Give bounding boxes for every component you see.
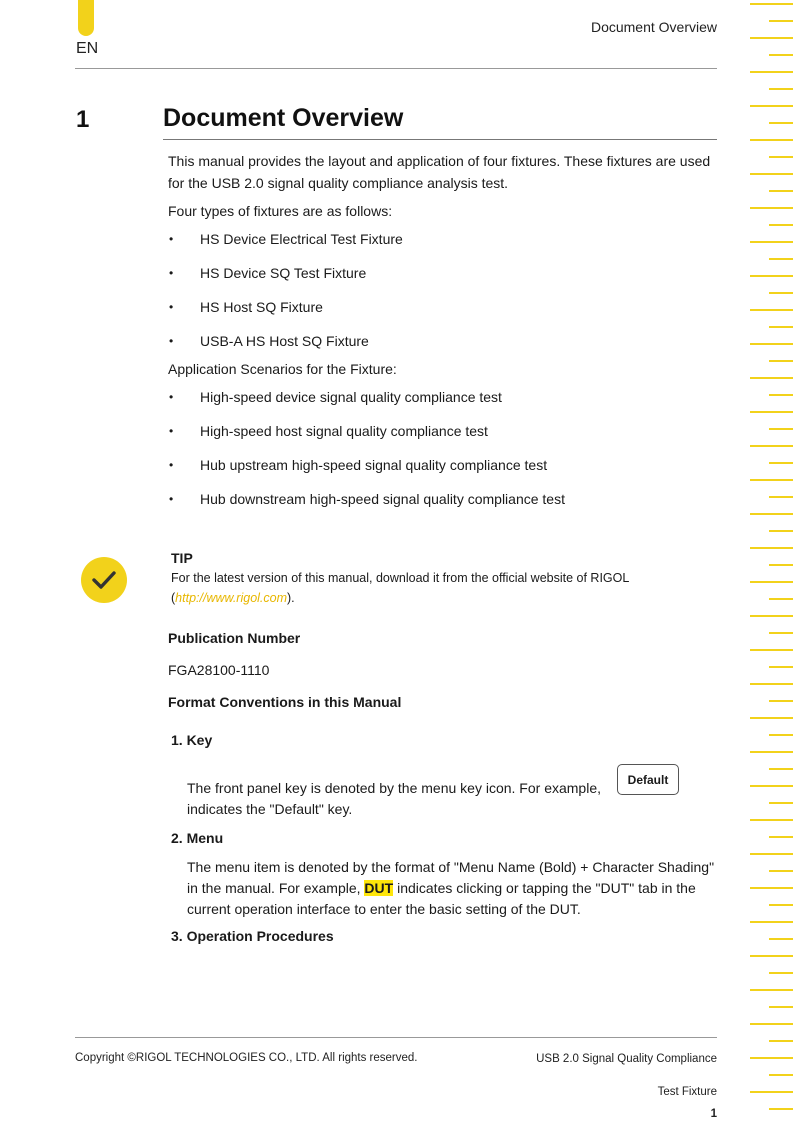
bullet-icon: • xyxy=(169,424,174,438)
intro-section xyxy=(168,150,718,516)
publication-number-heading: Publication Number xyxy=(168,630,301,646)
ruler-tick xyxy=(769,156,793,158)
ruler-tick xyxy=(769,768,793,770)
ruler-tick xyxy=(750,853,793,855)
operation-procedures-heading: 3. Operation Procedures xyxy=(171,928,334,944)
menu-convention-heading: 2. Menu xyxy=(171,830,224,846)
bullet-icon: • xyxy=(169,232,174,246)
ruler-tick xyxy=(750,3,793,5)
ruler-tick xyxy=(769,904,793,906)
ruler-tick xyxy=(769,20,793,22)
ruler-tick xyxy=(750,887,793,889)
ruler-tick xyxy=(769,394,793,396)
ruler-tick xyxy=(750,1057,793,1059)
key-convention-text: The front panel key is denoted by the menu key icon. For example, indicates the "Default" key. xyxy=(187,780,602,817)
ruler-tick xyxy=(750,207,793,209)
ruler-tick xyxy=(769,870,793,872)
publication-number: FGA28100-1110 xyxy=(168,662,270,678)
running-header-title: Document Overview xyxy=(590,19,717,35)
ruler-tick xyxy=(769,496,793,498)
ruler-tick xyxy=(750,819,793,821)
menu-convention-text: The menu item is denoted by the format of "Menu Name (Bold) + Character Shading" in the manual. For example, DUT indicates clicking or tapping the "DUT" tab in the current operation interface to enter the basic setting of the DUT. xyxy=(187,859,715,917)
ruler-tick xyxy=(750,581,793,583)
bullet-icon: • xyxy=(169,334,174,348)
footer-divider xyxy=(75,1037,717,1038)
ruler-tick xyxy=(769,632,793,634)
list-item: • High-speed device signal quality compliance test xyxy=(168,380,718,414)
footer-copyright: Copyright ©RIGOL TECHNOLOGIES CO., LTD. All rights reserved. xyxy=(75,1052,418,1064)
chapter-title: Document Overview xyxy=(163,104,404,132)
ruler-tick xyxy=(750,649,793,651)
ruler-tick xyxy=(769,88,793,90)
chapter-divider xyxy=(163,139,717,140)
tip-callout xyxy=(171,548,716,608)
ruler-tick xyxy=(769,1108,793,1110)
margin-ruler xyxy=(750,0,793,1122)
page-number: 1 xyxy=(710,1108,717,1120)
ruler-tick xyxy=(750,989,793,991)
ruler-tick xyxy=(750,479,793,481)
list-item: • High-speed host signal quality compliance test xyxy=(168,414,718,448)
bullet-icon: • xyxy=(169,390,174,404)
scenarios-heading: Application Scenarios for the Fixture: xyxy=(168,361,397,377)
ruler-tick xyxy=(750,547,793,549)
ruler-tick xyxy=(750,173,793,175)
ruler-tick xyxy=(769,1040,793,1042)
language-label: EN xyxy=(76,40,99,57)
chapter-number: 1 xyxy=(76,106,90,133)
list-item: • USB-A HS Host SQ Fixture xyxy=(168,324,718,358)
ruler-tick xyxy=(769,564,793,566)
ruler-tick xyxy=(769,122,793,124)
ruler-tick xyxy=(750,377,793,379)
ruler-tick xyxy=(769,598,793,600)
ruler-tick xyxy=(769,360,793,362)
ruler-tick xyxy=(750,139,793,141)
ruler-tick xyxy=(750,921,793,923)
rigol-website-link[interactable]: http://www.rigol.com xyxy=(175,591,288,605)
intro-paragraph: This manual provides the layout and application of four fixtures. These fixtures are used for the USB 2.0 signal quality compliance analysis test. xyxy=(168,153,711,191)
checkmark-icon xyxy=(81,557,127,603)
ruler-tick xyxy=(750,751,793,753)
list-item: • Hub upstream high-speed signal quality compliance test xyxy=(168,448,718,482)
ruler-tick xyxy=(750,37,793,39)
bullet-icon: • xyxy=(169,300,174,314)
dut-menu-highlight: DUT xyxy=(364,880,394,896)
footer-doc-title-line1: USB 2.0 Signal Quality Compliance xyxy=(536,1053,717,1065)
ruler-tick xyxy=(750,1023,793,1025)
ruler-tick xyxy=(750,309,793,311)
ruler-tick xyxy=(750,105,793,107)
bullet-icon: • xyxy=(169,266,174,280)
scenarios-list xyxy=(168,380,718,516)
ruler-tick xyxy=(750,785,793,787)
ruler-tick xyxy=(769,666,793,668)
tip-title: TIP xyxy=(171,550,193,566)
ruler-tick xyxy=(769,1006,793,1008)
ruler-tick xyxy=(769,802,793,804)
ruler-tick xyxy=(769,700,793,702)
ruler-tick xyxy=(769,938,793,940)
ruler-tick xyxy=(750,411,793,413)
bullet-icon: • xyxy=(169,458,174,472)
ruler-tick xyxy=(769,190,793,192)
ruler-tick xyxy=(769,972,793,974)
ruler-tick xyxy=(750,241,793,243)
ruler-tick xyxy=(750,717,793,719)
ruler-tick xyxy=(769,530,793,532)
ruler-tick xyxy=(750,71,793,73)
ruler-tick xyxy=(769,462,793,464)
ruler-tick xyxy=(769,1074,793,1076)
ruler-tick xyxy=(769,54,793,56)
list-item: • HS Device SQ Test Fixture xyxy=(168,256,718,290)
list-item: • Hub downstream high-speed signal quality compliance test xyxy=(168,482,718,516)
list-item: • HS Device Electrical Test Fixture xyxy=(168,222,718,256)
ruler-tick xyxy=(750,343,793,345)
fixture-types-list xyxy=(168,222,718,358)
header-divider xyxy=(75,68,717,69)
ruler-tick xyxy=(769,836,793,838)
ruler-tick xyxy=(750,1091,793,1093)
tip-text: For the latest version of this manual, download it from the official website of RIGOL (http://www.rigol.com). xyxy=(171,571,629,605)
ruler-tick xyxy=(769,734,793,736)
ruler-tick xyxy=(750,513,793,515)
ruler-tick xyxy=(769,428,793,430)
footer-doc-title-line2: Test Fixture xyxy=(657,1086,717,1098)
default-key-icon: Default xyxy=(617,764,679,795)
ruler-tick xyxy=(750,275,793,277)
ruler-tick xyxy=(750,445,793,447)
ruler-tick xyxy=(769,292,793,294)
ruler-tick xyxy=(750,683,793,685)
format-conventions-heading: Format Conventions in this Manual xyxy=(168,694,402,710)
ruler-tick xyxy=(750,955,793,957)
language-tab-marker xyxy=(78,0,94,36)
fixture-types-heading: Four types of fixtures are as follows: xyxy=(168,203,393,219)
ruler-tick xyxy=(750,615,793,617)
list-item: • HS Host SQ Fixture xyxy=(168,290,718,324)
ruler-tick xyxy=(769,326,793,328)
bullet-icon: • xyxy=(169,492,174,506)
key-convention-heading: 1. Key xyxy=(171,732,213,748)
ruler-tick xyxy=(769,224,793,226)
ruler-tick xyxy=(769,258,793,260)
